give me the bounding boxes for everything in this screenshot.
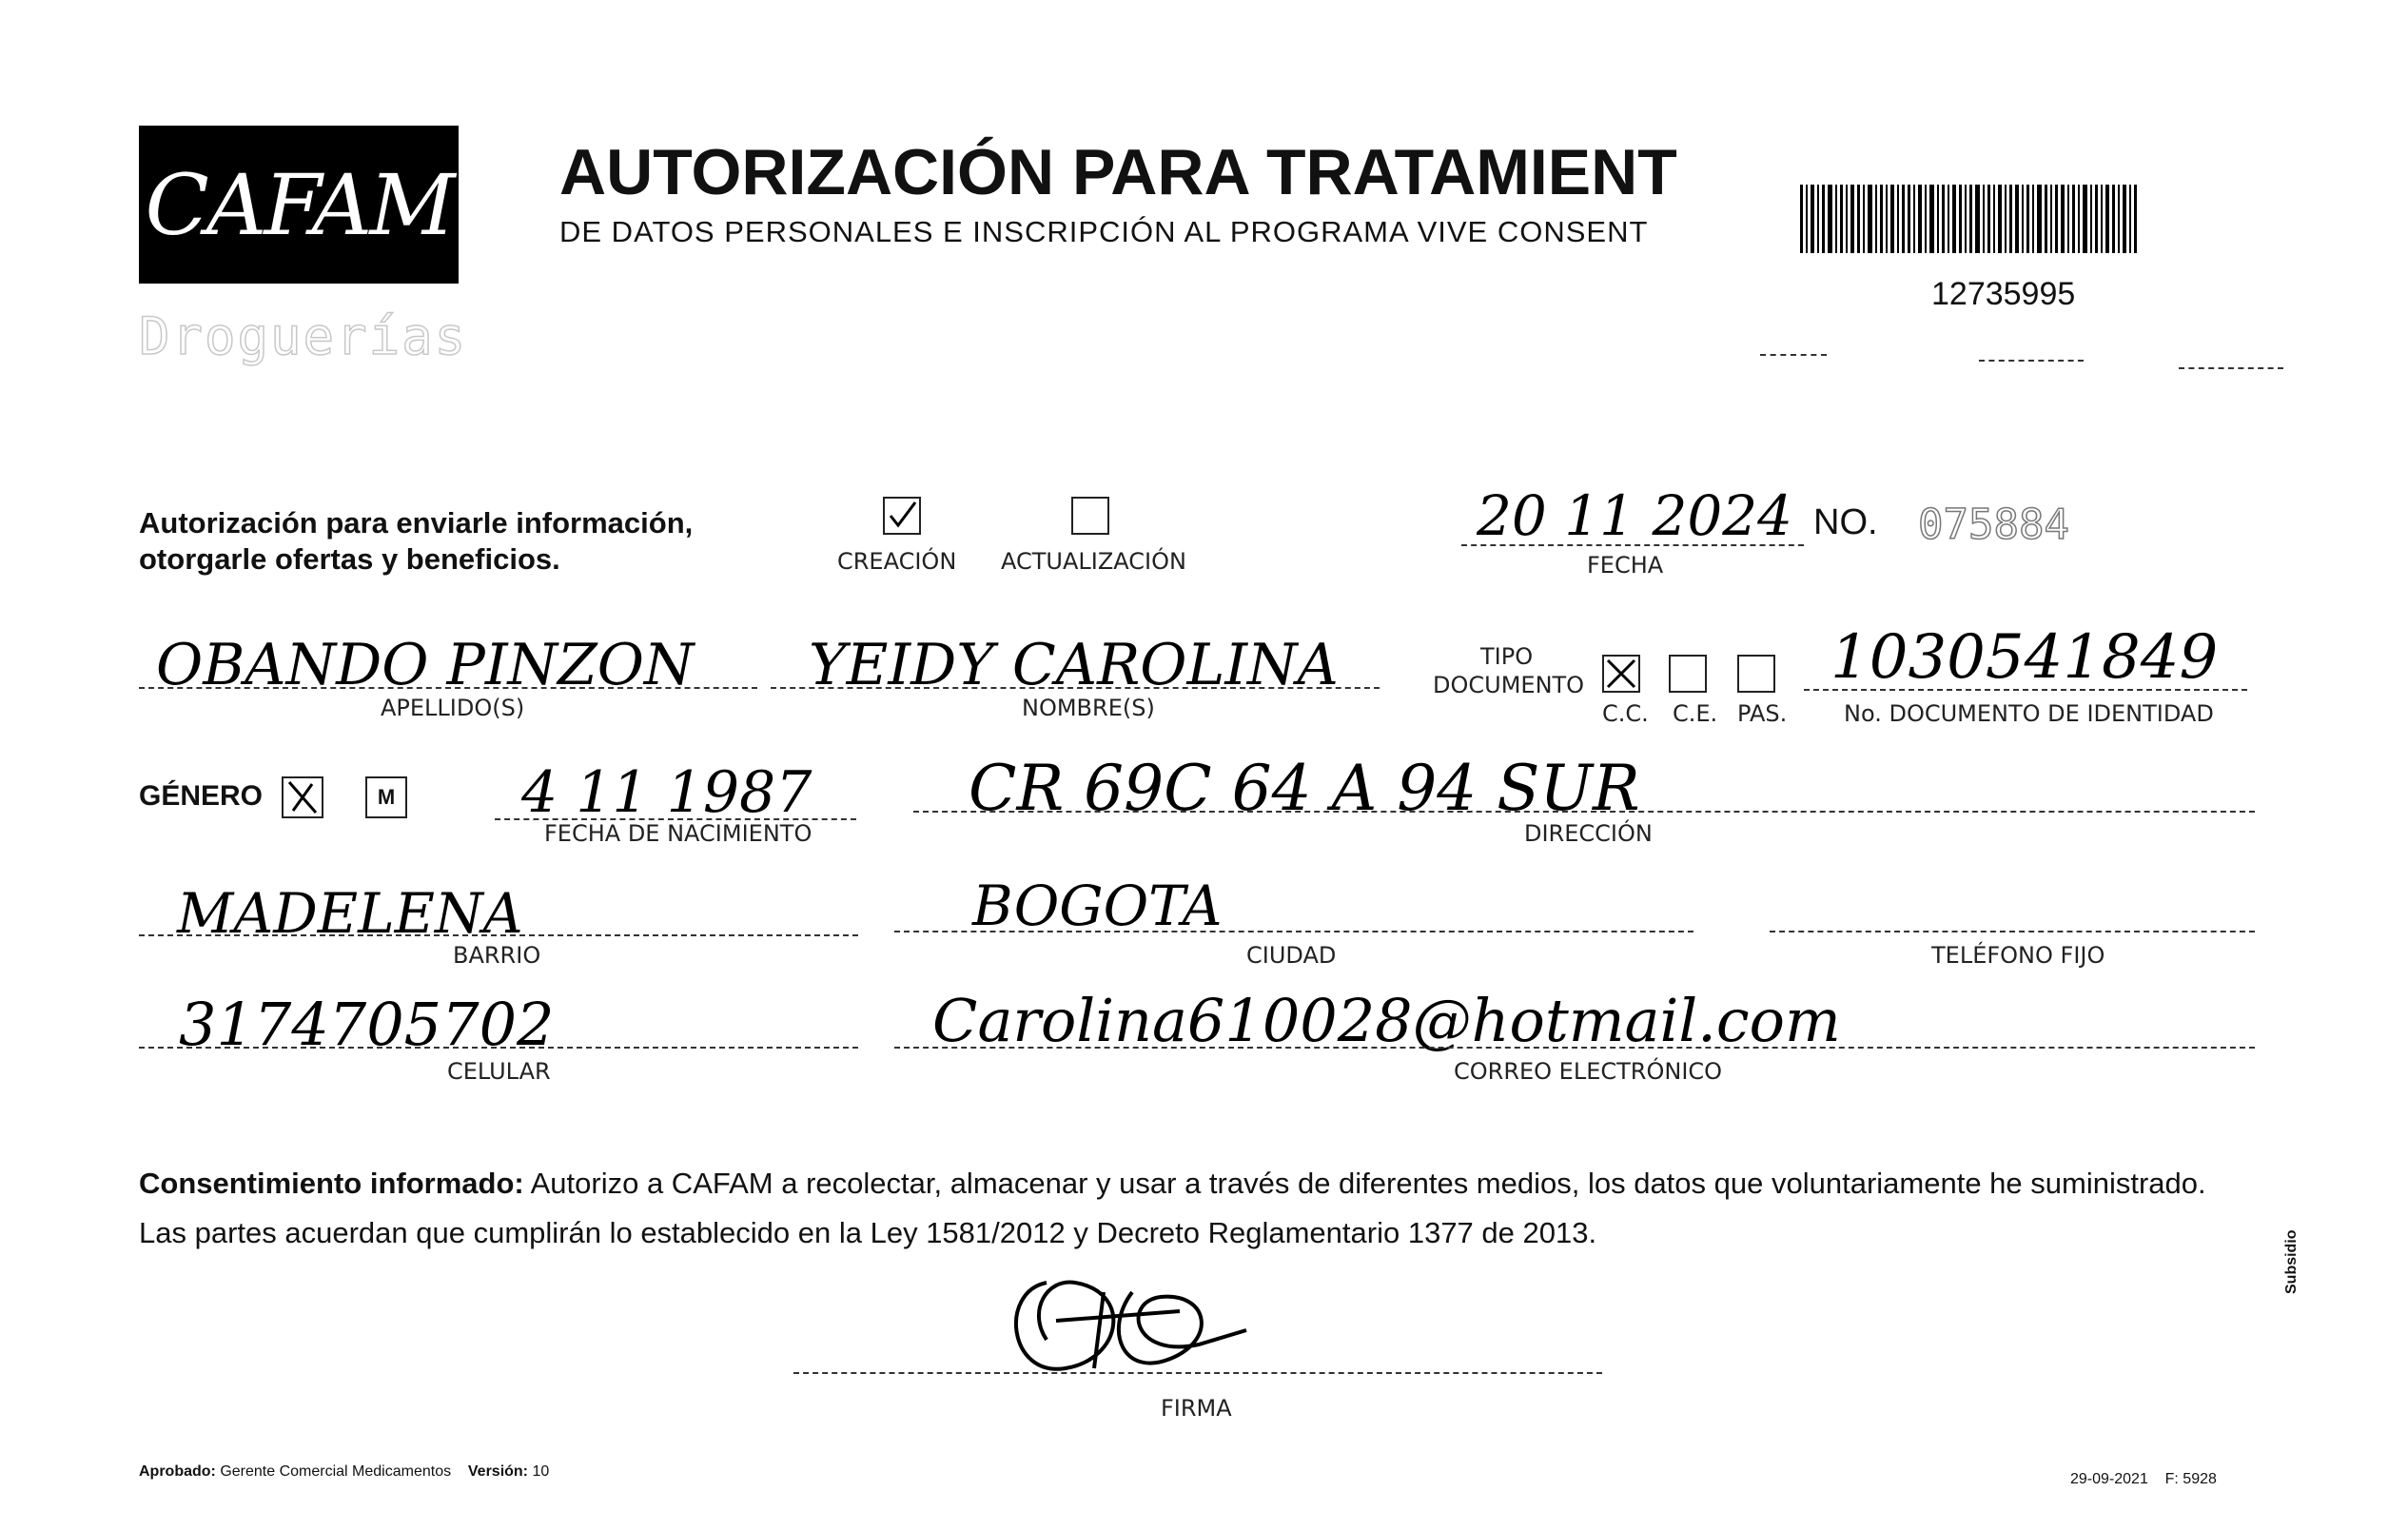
- correo-label: CORREO ELECTRÓNICO: [1454, 1058, 1723, 1085]
- genero-f-checkbox[interactable]: [282, 776, 323, 818]
- creacion-checkbox[interactable]: [883, 497, 921, 535]
- logo-subtitle: Droguerías: [139, 306, 468, 366]
- apellidos-value[interactable]: OBANDO PINZON: [156, 632, 695, 698]
- documento-type-label: DOCUMENTO: [1433, 672, 1585, 698]
- barcode-bar: [2032, 185, 2034, 253]
- cc-label: C.C.: [1602, 700, 1649, 727]
- side-subsidio-text: Subsidio: [2283, 1229, 2300, 1294]
- barcode-bar: [1993, 185, 1995, 253]
- barcode-bar: [2009, 185, 2012, 253]
- fecha-label: FECHA: [1587, 552, 1664, 579]
- nacimiento-label: FECHA DE NACIMIENTO: [544, 820, 812, 847]
- barcode-bar: [2022, 185, 2024, 253]
- barcode-bar: [1868, 185, 1872, 253]
- nacimiento-value[interactable]: 4 11 1987: [521, 759, 812, 826]
- actualizacion-label: ACTUALIZACIÓN: [1001, 548, 1186, 575]
- barcode-bar: [2078, 185, 2080, 253]
- consent-text-2: Las partes acuerdan que cumplirán lo establecido en la Ley 1581/2012 y Decreto Reglamentario 1377 de 2013.: [139, 1216, 1597, 1249]
- barcode-bar: [2123, 185, 2126, 253]
- barcode-bar: [1948, 185, 1949, 253]
- consent-text-1: Autorizo a CAFAM a recolectar, almacenar y usar a través de diferentes medios, los datos que voluntariamente he suministrado.: [523, 1167, 2206, 1200]
- barcode-bar: [1918, 185, 1922, 253]
- fecha-value[interactable]: 20 11 2024: [1477, 483, 1793, 548]
- telefono-label: TELÉFONO FIJO: [1931, 942, 2105, 969]
- barcode-bar: [2067, 185, 2069, 253]
- aprobado-value: Gerente Comercial Medicamentos: [220, 1463, 452, 1480]
- cc-checkbox[interactable]: [1602, 655, 1640, 693]
- barcode-bar: [2095, 185, 2098, 253]
- apellidos-label: APELLIDO(S): [381, 695, 525, 721]
- barcode-bar: [1965, 185, 1967, 253]
- footer-date-value: 29-09-2021: [2070, 1471, 2148, 1487]
- barcode-bar: [2112, 185, 2115, 253]
- barcode-bar: [1890, 185, 1894, 253]
- genero-label: GÉNERO: [139, 780, 264, 812]
- genero-m-checkbox[interactable]: [365, 776, 407, 818]
- barcode-bar: [1975, 185, 1980, 253]
- barcode-bar: [1969, 185, 1972, 253]
- barcode-bar: [1817, 185, 1819, 253]
- ce-checkbox[interactable]: [1669, 655, 1707, 693]
- m-label: M: [377, 785, 396, 809]
- barcode-bar: [2005, 185, 2007, 253]
- creacion-label: CREACIÓN: [837, 548, 957, 575]
- barcode-bar: [2055, 185, 2058, 253]
- documento-label: No. DOCUMENTO DE IDENTIDAD: [1844, 700, 2214, 727]
- form-subtitle: DE DATOS PERSONALES E INSCRIPCIÓN AL PROGRAMA VIVE CONSENT: [559, 215, 1649, 248]
- intro-line-2: otorgarle ofertas y beneficios.: [139, 542, 560, 576]
- barcode-bar: [1822, 185, 1825, 253]
- barcode-bar: [1880, 185, 1883, 253]
- barcode-bar: [2045, 185, 2047, 253]
- barcode-bar: [2072, 185, 2075, 253]
- barcode-bar: [1952, 185, 1956, 253]
- barcode-bar: [1800, 185, 1803, 253]
- barcode-bar: [2134, 185, 2137, 253]
- barcode-bar: [1987, 185, 1990, 253]
- barcode-bar: [1902, 185, 1905, 253]
- form-title: AUTORIZACIÓN PARA TRATAMIENT: [559, 136, 1677, 208]
- barcode-bar: [1937, 185, 1939, 253]
- barcode-bar: [2101, 185, 2103, 253]
- correo-value[interactable]: Carolina610028@hotmail.com: [932, 986, 1841, 1055]
- signature: [989, 1254, 1256, 1387]
- barcode-bar: [2118, 185, 2120, 253]
- logo-text: CAFAM: [145, 155, 453, 254]
- barcode-bar: [1875, 185, 1877, 253]
- barcode-bar: [1983, 185, 1985, 253]
- pas-label: PAS.: [1737, 700, 1788, 727]
- barcode-bar: [1998, 185, 2002, 253]
- nombres-value[interactable]: YEIDY CAROLINA: [809, 632, 1339, 698]
- barrio-label: BARRIO: [453, 942, 541, 969]
- actualizacion-checkbox[interactable]: [1071, 497, 1109, 535]
- cross-mark-icon: [284, 778, 322, 816]
- consent-heading: Consentimiento informado:: [139, 1167, 524, 1200]
- barcode-bar: [1835, 185, 1837, 253]
- barcode-bar: [2129, 185, 2131, 253]
- barcode-bar: [1857, 185, 1860, 253]
- direccion-value[interactable]: CR 69C 64 A 94 SUR: [969, 752, 1640, 825]
- cafam-logo: [139, 126, 459, 284]
- footer-date: [2070, 1471, 2217, 1488]
- nombres-label: NOMBRE(S): [1022, 695, 1155, 721]
- barrio-value[interactable]: MADELENA: [177, 881, 523, 946]
- barcode-bar: [1850, 185, 1854, 253]
- version-label: Versión:: [467, 1463, 529, 1480]
- barcode-bar: [2037, 185, 2042, 253]
- barcode-bar: [1806, 185, 1808, 253]
- firma-label: FIRMA: [1161, 1395, 1232, 1422]
- tipo-label: TIPO: [1480, 643, 1534, 670]
- consent-paragraph: [139, 1159, 2270, 1258]
- barcode-bar: [2050, 185, 2052, 253]
- barcode-bar: [1908, 185, 1910, 253]
- ciudad-value[interactable]: BOGOTA: [972, 873, 1223, 938]
- celular-label: CELULAR: [447, 1058, 551, 1085]
- barcode-bar: [1925, 185, 1927, 253]
- ce-label: C.E.: [1673, 700, 1718, 727]
- barcode-bar: [1897, 185, 1899, 253]
- intro-line-1: Autorización para enviarle información,: [139, 506, 694, 540]
- barcode-bar: [1840, 185, 1843, 253]
- aprobado-label: Aprobado:: [139, 1463, 216, 1480]
- barcode-bar: [1886, 185, 1888, 253]
- no-value: 075884: [1918, 501, 2069, 549]
- no-label: NO.: [1813, 502, 1878, 542]
- barcode-bar: [2026, 185, 2029, 253]
- barcode-bar: [1913, 185, 1915, 253]
- barcode-bar: [2083, 185, 2087, 253]
- barcode-bar: [1828, 185, 1832, 253]
- ciudad-label: CIUDAD: [1246, 942, 1337, 969]
- barcode-bar: [1929, 185, 1934, 253]
- barcode-bar: [2061, 185, 2065, 253]
- barcode-bar: [1959, 185, 1962, 253]
- documento-value[interactable]: 1030541849: [1830, 622, 2219, 693]
- barcode-bar: [2090, 185, 2092, 253]
- direccion-label: DIRECCIÓN: [1524, 820, 1653, 847]
- barcode-bar: [1942, 185, 1945, 253]
- barcode-bar: [1863, 185, 1865, 253]
- barcode: [1800, 185, 2184, 253]
- footer-approved: [139, 1463, 549, 1481]
- barcode-bar: [2105, 185, 2109, 253]
- barcode-bar: [1811, 185, 1814, 253]
- version-value: 10: [532, 1463, 550, 1480]
- barcode-bar: [2015, 185, 2019, 253]
- celular-value[interactable]: 3174705702: [179, 990, 555, 1059]
- checkmark-icon: [885, 499, 919, 533]
- barcode-bar: [1846, 185, 1848, 253]
- barcode-number: 12735995: [1931, 276, 2076, 312]
- footer-code: F: 5928: [2164, 1471, 2217, 1487]
- pas-checkbox[interactable]: [1737, 655, 1775, 693]
- cross-mark-icon: [1604, 657, 1638, 691]
